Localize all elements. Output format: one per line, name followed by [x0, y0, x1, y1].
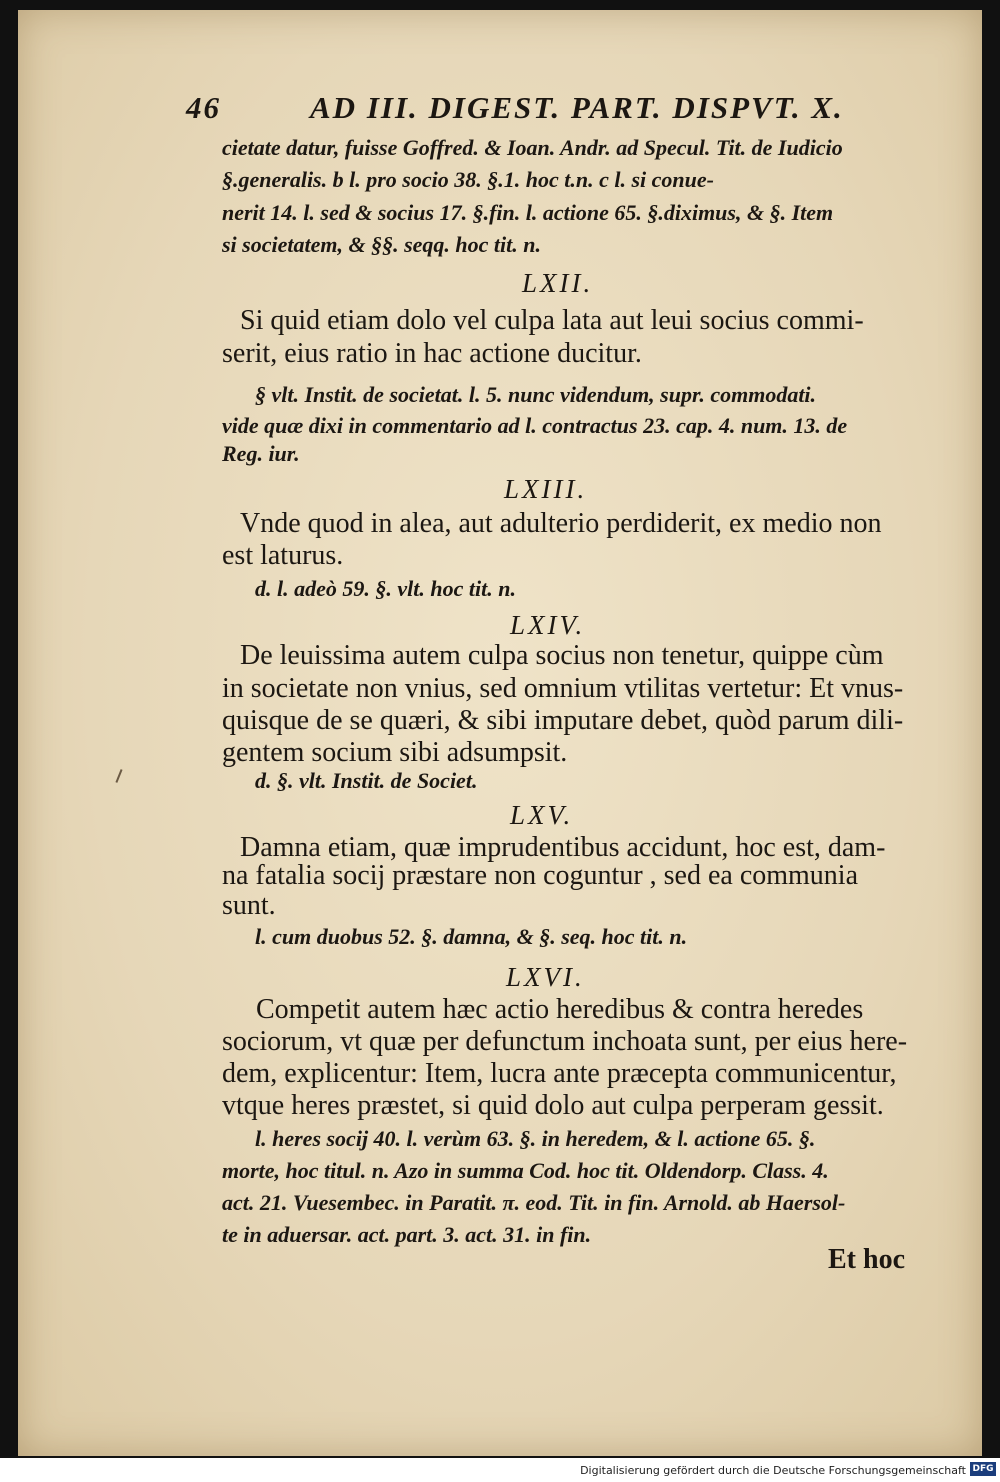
dfg-logo: DFG [970, 1462, 996, 1476]
running-title: AD III. DIGEST. PART. DISPVT. X. [310, 90, 844, 125]
thesis-line: Si quid etiam dolo vel culpa lata aut leui socius commi- [240, 305, 864, 336]
thesis-line: Competit autem hæc actio heredibus & contra heredes [256, 994, 864, 1025]
thesis-line: gentem socium sibi adsumpsit. [222, 737, 568, 768]
thesis-line: est laturus. [222, 540, 344, 571]
thesis-number: LXIII. [504, 474, 588, 504]
thesis-line: na fatalia socij præstare non coguntur , sed ea communia [222, 860, 859, 891]
thesis-number: LXII. [522, 268, 594, 298]
catchword: Et hoc [828, 1244, 905, 1275]
note-line: te in aduersar. act. part. 3. act. 31. in fin. [222, 1222, 592, 1247]
thesis-line: dem, explicentur: Item, lucra ante præcepta communicentur, [222, 1058, 897, 1089]
thesis-line: De leuissima autem culpa socius non tenetur, quippe cùm [240, 640, 884, 671]
thesis-line: in societate non vnius, sed omnium vtilitas vertetur: Et vnus- [222, 673, 904, 704]
note-line: vide quæ dixi in commentario ad l. contractus 23. cap. 4. num. 13. de [222, 413, 848, 438]
note-line: §.generalis. b l. pro socio 38. §.1. hoc t.n. c l. si conue- [222, 167, 714, 192]
note-line: morte, hoc titul. n. Azo in summa Cod. hoc tit. Oldendorp. Class. 4. [222, 1158, 829, 1183]
thesis-line: Vnde quod in alea, aut adulterio perdiderit, ex medio non [240, 508, 882, 539]
note-line: l. heres socij 40. l. verùm 63. §. in heredem, & l. actione 65. §. [255, 1126, 816, 1151]
page-number: 46 [186, 90, 221, 125]
note-line: act. 21. Vuesembec. in Paratit. π. eod. Tit. in fin. Arnold. ab Haersol- [222, 1190, 846, 1215]
note-line: d. §. vlt. Instit. de Societ. [255, 768, 478, 793]
footer-credit: Digitalisierung gefördert durch die Deutsche Forschungsgemeinschaft [580, 1464, 966, 1477]
thesis-number: LXVI. [506, 962, 585, 992]
note-line: d. l. adeò 59. §. vlt. hoc tit. n. [255, 576, 516, 601]
digitization-footer [0, 1458, 1000, 1482]
thesis-line: serit, eius ratio in hac actione ducitur. [222, 338, 642, 369]
thesis-number: LXIV. [510, 610, 586, 640]
note-line: l. cum duobus 52. §. damna, & §. seq. hoc tit. n. [255, 924, 688, 949]
note-line: si societatem, & §§. seqq. hoc tit. n. [222, 232, 541, 257]
note-line: cietate datur, fuisse Goffred. & Ioan. Andr. ad Specul. Tit. de Iudicio [222, 135, 843, 160]
thesis-line: Damna etiam, quæ imprudentibus accidunt, hoc est, dam- [240, 832, 886, 863]
thesis-line: quisque de se quæri, & sibi imputare debet, quòd parum dili- [222, 705, 904, 736]
thesis-line: sunt. [222, 890, 276, 921]
thesis-line: sociorum, vt quæ per defunctum inchoata sunt, per eius here- [222, 1026, 908, 1057]
thesis-line: vtque heres præstet, si quid dolo aut culpa perperam gessit. [222, 1090, 884, 1121]
thesis-number: LXV. [510, 800, 574, 830]
note-line: Reg. iur. [222, 441, 300, 466]
note-line: nerit 14. l. sed & socius 17. §.fin. l. actione 65. §.diximus, & §. Item [222, 200, 834, 225]
note-line: § vlt. Instit. de societat. l. 5. nunc videndum, supr. commodati. [255, 382, 817, 407]
